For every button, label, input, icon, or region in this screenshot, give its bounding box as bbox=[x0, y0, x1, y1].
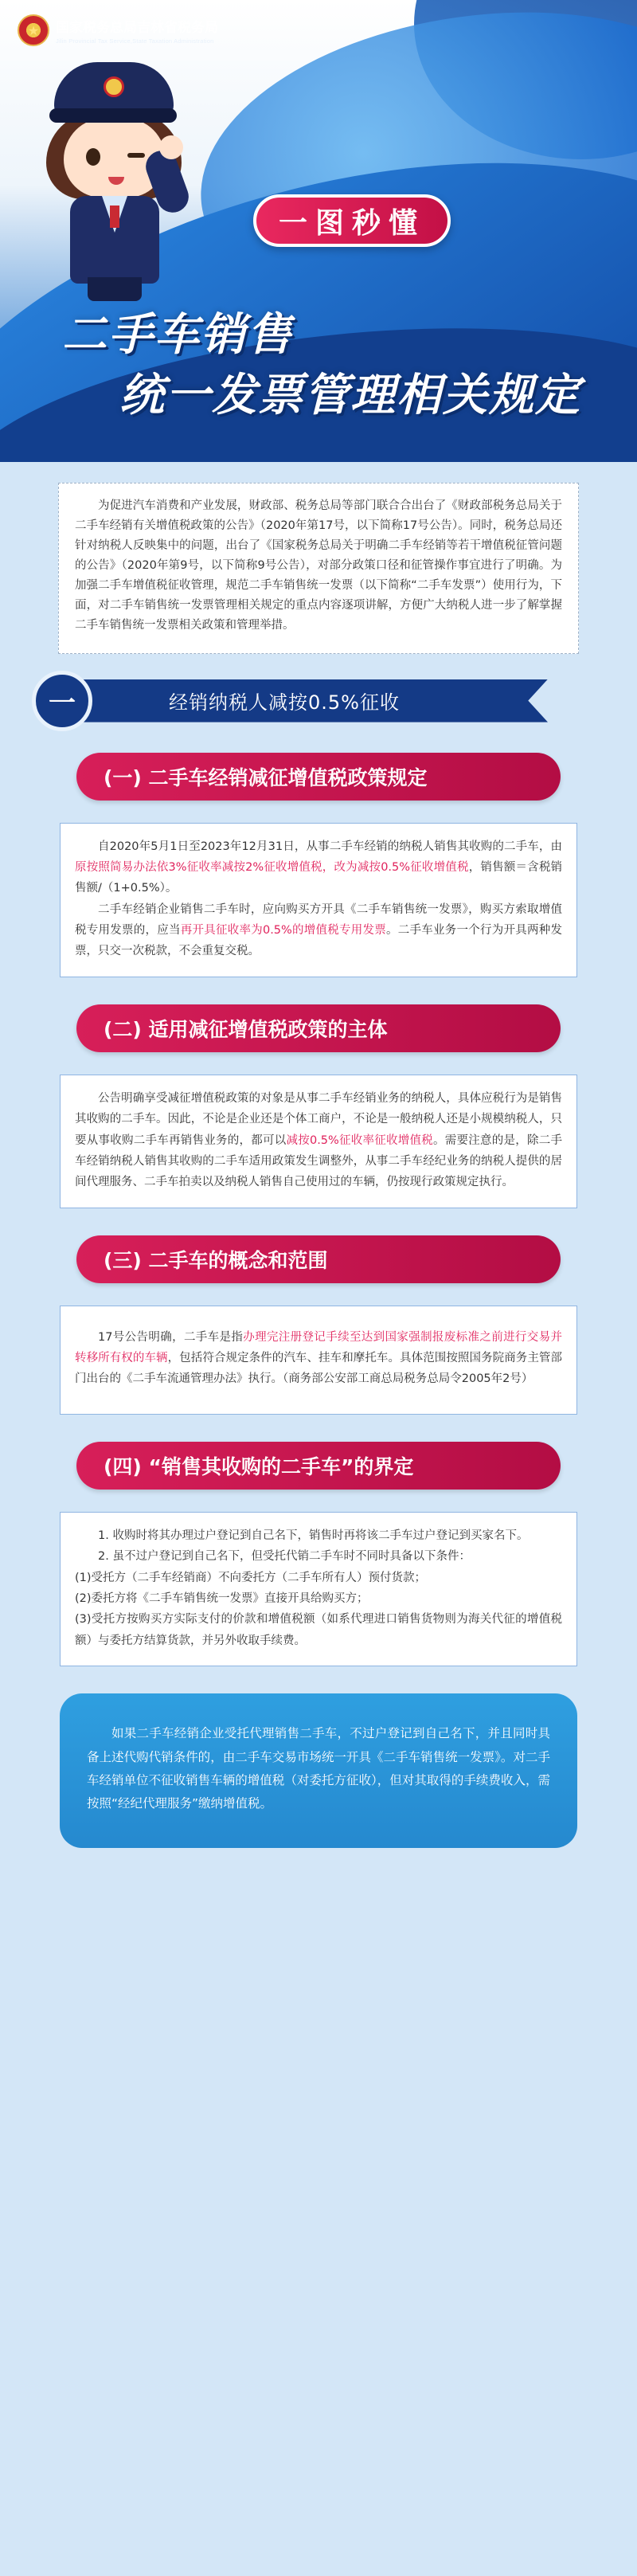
subheading-2-text: (二) 适用减征增值税政策的主体 bbox=[104, 1017, 388, 1041]
subheading-4-text: (四) “销售其收购的二手车”的界定 bbox=[104, 1454, 414, 1478]
summary-note: 如果二手车经销企业受托代理销售二手车，不过户登记到自己名下，并且同时具备上述代购代销条件的，由二手车交易市场统一开具《二手车销售统一发票》。对二手车经销单位不征收销售车辆的增值税（对委托方征收），但对其取得的手续费收入，需按照“经纪代理服务”缴纳增值税。 bbox=[60, 1693, 577, 1848]
slogan-text: 一图秒懂 bbox=[278, 206, 425, 240]
highlight-text: 原按照简易办法依3%征收率减按2%征收增值税，改为减按0.5%征收增值税 bbox=[75, 860, 469, 874]
list-item: (1)受托方（二手车经销商）不向委托方（二手车所有人）预付货款； bbox=[75, 1571, 427, 1584]
content-box-2 bbox=[60, 1075, 577, 1208]
section-number: 一 bbox=[32, 671, 92, 731]
subheading-1-text: (一) 二手车经销减征增值税政策规定 bbox=[104, 765, 428, 789]
subheading-1 bbox=[76, 753, 561, 801]
paragraph: 二手车经销企业销售二手车时，应向购买方开具《二手车销售统一发票》，购买方索取增值税专用发票的，应当再开具征收率为0.5%的增值税专用发票。二手车业务一个行为开具两种发票，只交一次税款，不会重复交税。 bbox=[75, 902, 563, 958]
hero-banner bbox=[0, 0, 637, 462]
intro-text: 为促进汽车消费和产业发展，财政部、税务总局等部门联合合出台了《财政部税务总局关于二手车经销有关增值税政策的公告》（2020年第17号，以下简称17号公告）。同时，税务总局还针对纳税人反映集中的问题，出台了《国家税务总局关于明确二手车经销等若干增值税征管问题的公告》（2020年第9号，以下简称9号公告），对部分政策口径和征管操作事宜进行了明确。为加强二手车增值税征收管理，规范二手车销售统一发票（以下简称“二手车发票”）使用行为，下面，对二手车销售统一发票管理相关规定的重点内容逐项讲解，方便广大纳税人进一步了解掌握二手车销售统一发票相关政策和管理举措。 bbox=[58, 483, 579, 654]
content-box-3 bbox=[60, 1306, 577, 1415]
brand-header bbox=[18, 14, 218, 46]
section-banner bbox=[32, 676, 548, 726]
highlight-text: 再开具征收率为0.5%的增值税专用发票 bbox=[180, 924, 387, 938]
brand-name-en: Jilin Provincial Tax Service,State Taxation Administration bbox=[56, 37, 214, 45]
hero-title-line2: 统一发票管理相关规定 bbox=[119, 370, 581, 421]
brand-name-cn: 国家税务总局吉林省税务局 bbox=[56, 20, 218, 36]
list-line: 1. 收购时将其办理过户登记到自己名下，销售时再将该二手车过户登记到买家名下。 bbox=[98, 1529, 529, 1542]
list-item: (2)委托方将《二手车销售统一发票》直接开具给购买方； bbox=[75, 1591, 369, 1605]
highlight-text: 减按0.5%征收率征收增值税 bbox=[286, 1133, 434, 1147]
list-item: (3)受托方按购买方实际支付的价款和增值税额（如系代理进口销售货物则为海关代征的增值税额）与委托方结算货款，并另外收取手续费。 bbox=[75, 1613, 562, 1647]
subheading-3 bbox=[76, 1235, 561, 1283]
paragraph: 自2020年5月1日至2023年12月31日，从事二手车经销的纳税人销售其收购的二手车，由原按照简易办法依3%征收率减按2%征收增值税，改为减按0.5%征收增值税，销售额＝含税销售额/（1+0.5%）。 bbox=[75, 840, 563, 895]
hero-title-line1: 二手车销售 bbox=[62, 309, 293, 361]
subheading-2 bbox=[76, 1004, 561, 1052]
paragraph: 公告明确享受减征增值税政策的对象是从事二手车经销业务的纳税人，具体应税行为是销售其收购的二手车。因此，不论是企业还是个体工商户，不论是一般纳税人还是小规模纳税人，只要从事收购二手车再销售业务的，都可以减按0.5%征收率征收增值税。需要注意的是，除二手车经销纳税人销售其收购的二手车适用政策发生调整外，从事二手车经纪业务的纳税人提供的居间代理服务、二手车拍卖以及纳税人销售自己使用过的车辆，仍按现行政策规定执行。 bbox=[75, 1091, 563, 1189]
content-box-1 bbox=[60, 823, 577, 977]
highlight-text: 办理完注册登记手续至达到国家强制报废标准之前进行交易并转移所有权的车辆 bbox=[75, 1330, 563, 1365]
slogan-badge bbox=[253, 194, 451, 247]
tax-emblem-icon: ★ bbox=[18, 14, 49, 46]
intro-section bbox=[58, 483, 579, 654]
subheading-4 bbox=[76, 1442, 561, 1490]
subheading-3-text: (三) 二手车的概念和范围 bbox=[104, 1248, 328, 1272]
tax-officer-mascot bbox=[32, 62, 199, 301]
paragraph: 17号公告明确，二手车是指办理完注册登记手续至达到国家强制报废标准之前进行交易并转移所有权的车辆，包括符合规定条件的汽车、挂车和摩托车。具体范围按照国务院商务主管部门出台的《二手车流通管理办法》执行。（商务部公安部工商总局税务总局令2005年2号） bbox=[75, 1330, 563, 1386]
list-line: 2. 虽不过户登记到自己名下，但受托代销二手车时不同时具备以下条件： bbox=[98, 1550, 471, 1564]
content-box-4 bbox=[60, 1512, 577, 1666]
section-title: 经销纳税人减按0.5%征收 bbox=[169, 691, 400, 714]
